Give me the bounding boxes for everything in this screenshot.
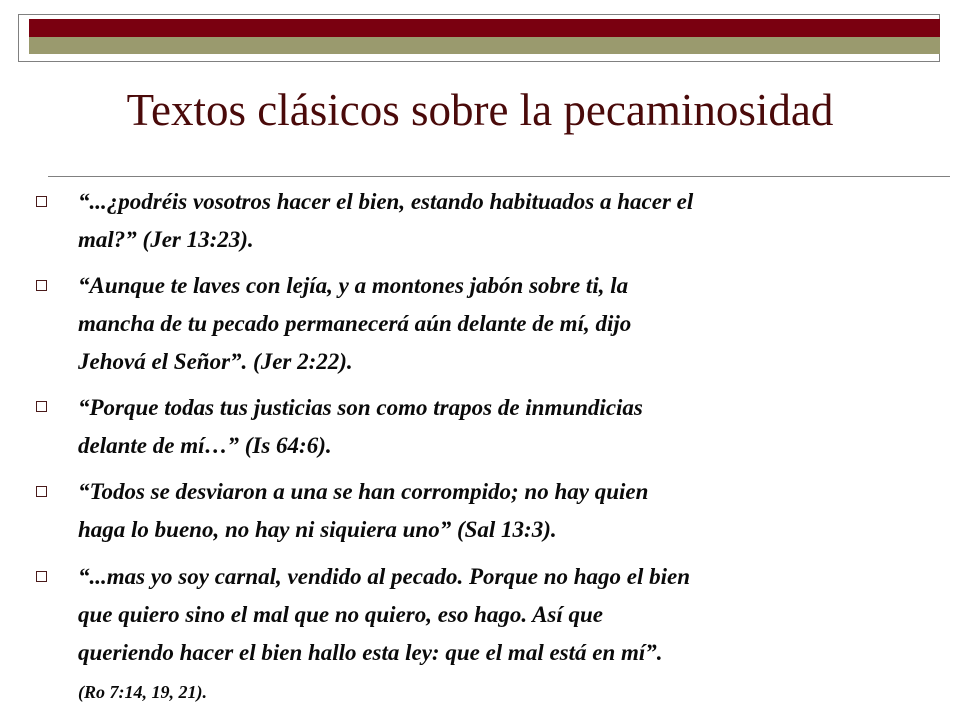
- bullet-line: mal?” (Jer 13:23).: [78, 227, 254, 252]
- bullet-line: “Porque todas tus justicias son como trapos de inmundicias: [78, 395, 643, 420]
- bullet-line: “...mas yo soy carnal, vendido al pecado. Porque no hago el bien: [78, 564, 691, 589]
- hollow-square-icon: [36, 571, 47, 582]
- hollow-square-icon: [36, 280, 47, 291]
- bullet-line: “Todos se desviaron a una se han corrompido; no hay quien: [78, 479, 649, 504]
- bullet-line: que quiero sino el mal que no quiero, eso hago. Así que: [78, 602, 604, 627]
- slide-title: Textos clásicos sobre la pecaminosidad: [126, 85, 834, 135]
- hollow-square-icon: [36, 486, 47, 497]
- bullet-reference: (Ro 7:14, 19, 21).: [78, 682, 207, 702]
- bullet-line: “Aunque te laves con lejía, y a montones jabón sobre ti, la: [78, 273, 629, 298]
- hollow-square-icon: [36, 196, 47, 207]
- bullet-line: mancha de tu pecado permanecerá aún delante de mí, dijo: [78, 311, 632, 336]
- bullet-line: haga lo bueno, no hay ni siquiera uno” (Sal 13:3).: [78, 517, 557, 542]
- bullet-line: queriendo hacer el bien hallo esta ley: que el mal está en mí”.: [78, 640, 663, 665]
- bullet-line: Jehová el Señor”. (Jer 2:22).: [78, 349, 353, 374]
- bullet-line: “...¿podréis vosotros hacer el bien, estando habituados a hacer el: [78, 189, 694, 214]
- bullet-line: delante de mí…” (Is 64:6).: [78, 433, 332, 458]
- hollow-square-icon: [36, 401, 47, 412]
